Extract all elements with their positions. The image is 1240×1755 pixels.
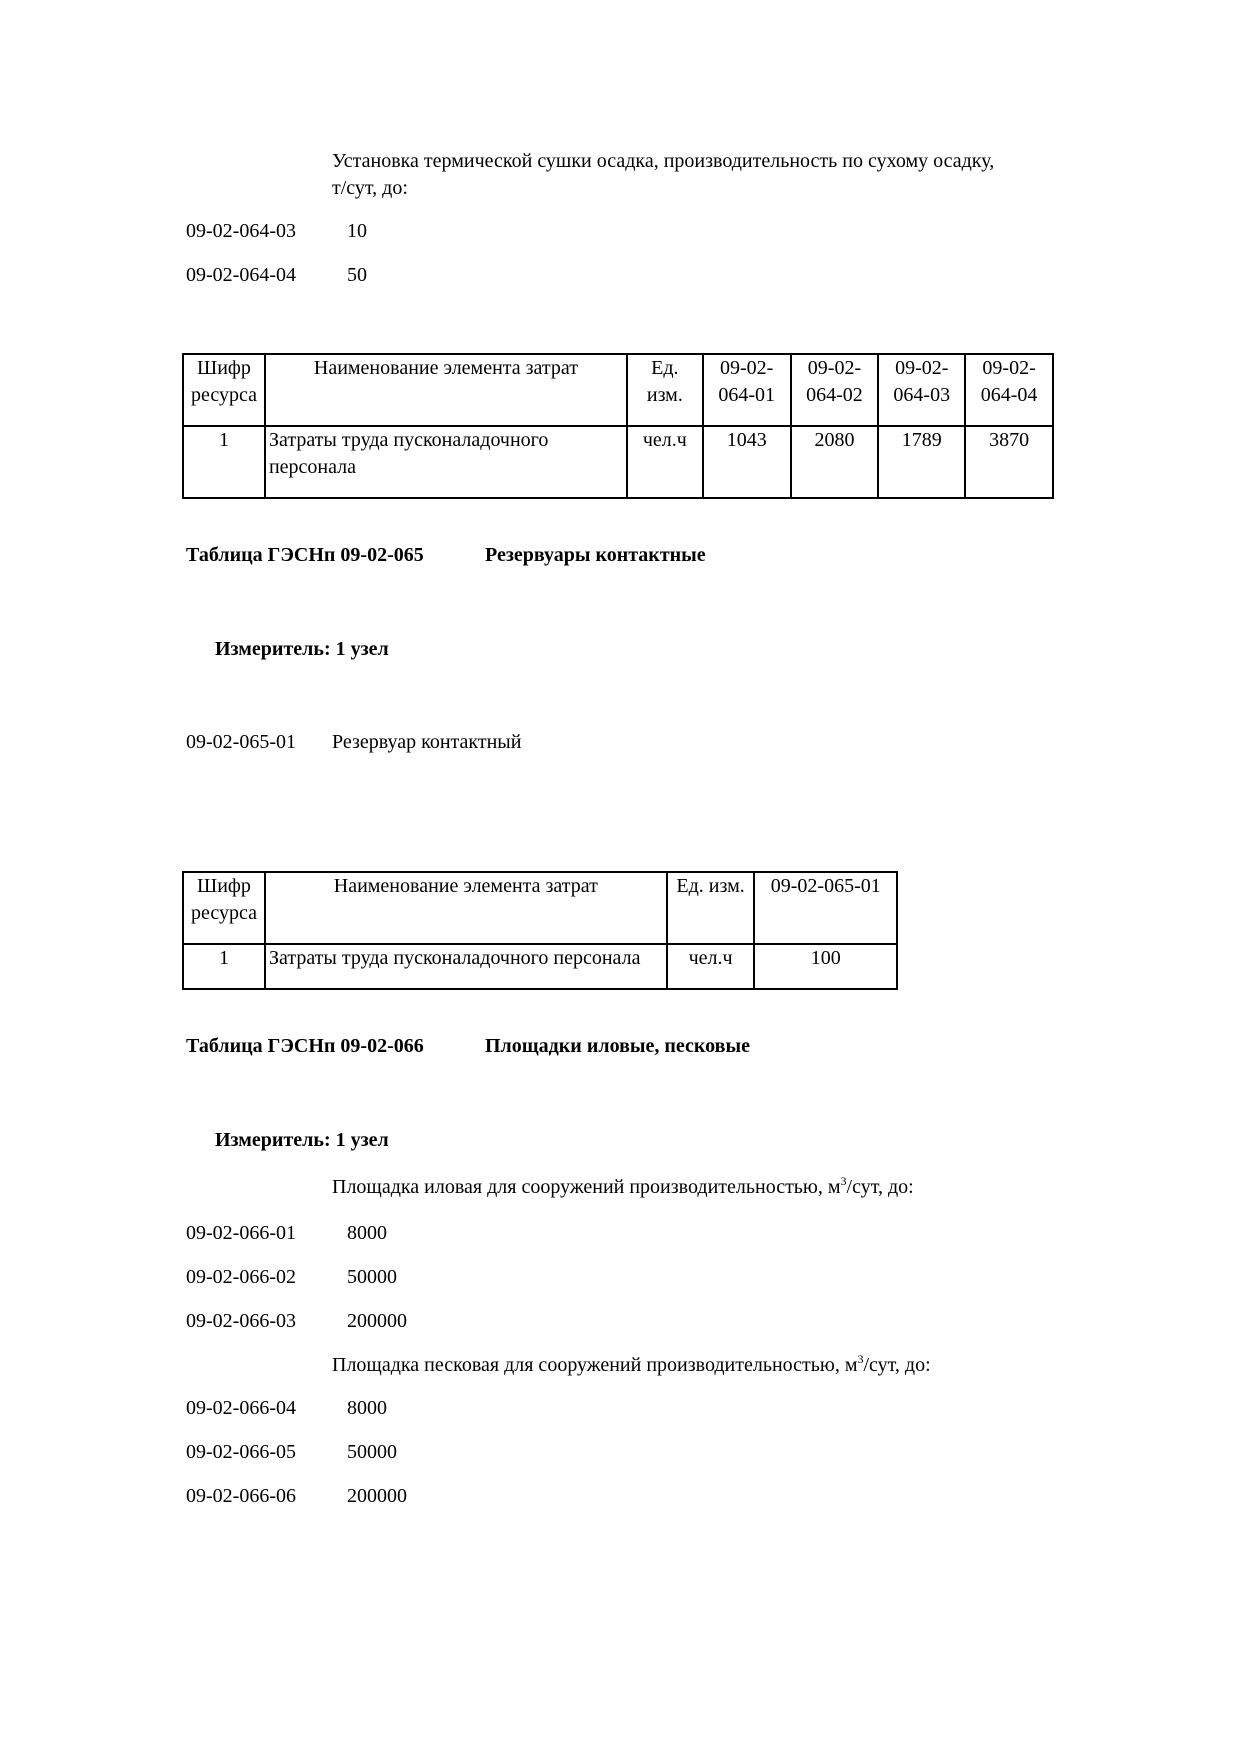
item-value: 50000 xyxy=(347,1266,397,1288)
item-value: 10 xyxy=(347,220,367,242)
header-element-name: Наименование элемента затрат xyxy=(265,354,627,426)
cell-unit: чел.ч xyxy=(667,944,755,989)
group-description: Площадка песковая для сооружений производительностью, $м^3$/сут, до: xyxy=(332,1352,931,1376)
item-code: 09-02-066-01 xyxy=(186,1222,296,1244)
header-norm-064-03: 09-02- 064-03 xyxy=(878,354,965,426)
item-name: Резервуар контактный xyxy=(332,731,522,753)
cell-resource-code: 1 xyxy=(183,944,265,989)
item-value: 8000 xyxy=(347,1222,387,1244)
cell-value: 100 xyxy=(754,944,897,989)
table-title: Резервуары контактные xyxy=(485,544,706,566)
table-row xyxy=(183,426,1053,498)
item-code: 09-02-066-06 xyxy=(186,1485,296,1507)
group-description: Площадка иловая для сооружений производительностью, $м^3$/сут, до: xyxy=(332,1174,914,1198)
item-code: 09-02-065-01 xyxy=(186,731,296,753)
resource-table-065 xyxy=(182,871,898,990)
item-value: 50000 xyxy=(347,1441,397,1463)
cell-element-name: Затраты труда пусконаладочного персонала xyxy=(265,944,667,989)
item-code: 09-02-064-03 xyxy=(186,220,296,242)
description-line: Установка термической сушки осадка, производительность по сухому осадку, xyxy=(332,150,995,172)
cell-unit: чел.ч xyxy=(627,426,703,498)
table-header-row xyxy=(183,872,897,944)
header-unit: Ед. изм. xyxy=(667,872,755,944)
item-code: 09-02-066-02 xyxy=(186,1266,296,1288)
item-code: 09-02-066-03 xyxy=(186,1310,296,1332)
cell-value: 3870 xyxy=(965,426,1053,498)
header-norm-064-02: 09-02- 064-02 xyxy=(791,354,879,426)
header-norm-065-01: 09-02-065-01 xyxy=(754,872,897,944)
cell-value: 1789 xyxy=(878,426,965,498)
meter-label: Измеритель: 1 узел xyxy=(215,1129,389,1151)
table-header-row xyxy=(183,354,1053,426)
cell-value: 2080 xyxy=(791,426,879,498)
table-label: Таблица ГЭСНп 09-02-065 xyxy=(186,544,424,566)
header-norm-064-04: 09-02- 064-04 xyxy=(965,354,1053,426)
header-resource-code: Шифр ресурса xyxy=(183,354,265,426)
header-resource-code: Шифр ресурса xyxy=(183,872,265,944)
item-code: 09-02-066-05 xyxy=(186,1441,296,1463)
item-value: 50 xyxy=(347,264,367,286)
item-value: 200000 xyxy=(347,1310,407,1332)
description-line: т/сут, до: xyxy=(332,177,408,199)
cell-resource-code: 1 xyxy=(183,426,265,498)
table-title: Площадки иловые, песковые xyxy=(485,1035,750,1057)
cell-value: 1043 xyxy=(703,426,791,498)
header-element-name: Наименование элемента затрат xyxy=(265,872,667,944)
meter-label: Измеритель: 1 узел xyxy=(215,638,389,660)
item-value: 8000 xyxy=(347,1397,387,1419)
item-code: 09-02-066-04 xyxy=(186,1397,296,1419)
resource-table-064 xyxy=(182,353,1054,499)
table-label: Таблица ГЭСНп 09-02-066 xyxy=(186,1035,424,1057)
cell-element-name: Затраты труда пусконаладочного персонала xyxy=(265,426,627,498)
header-norm-064-01: 09-02- 064-01 xyxy=(703,354,791,426)
table-row xyxy=(183,944,897,989)
header-unit: Ед. изм. xyxy=(627,354,703,426)
item-code: 09-02-064-04 xyxy=(186,264,296,286)
item-value: 200000 xyxy=(347,1485,407,1507)
